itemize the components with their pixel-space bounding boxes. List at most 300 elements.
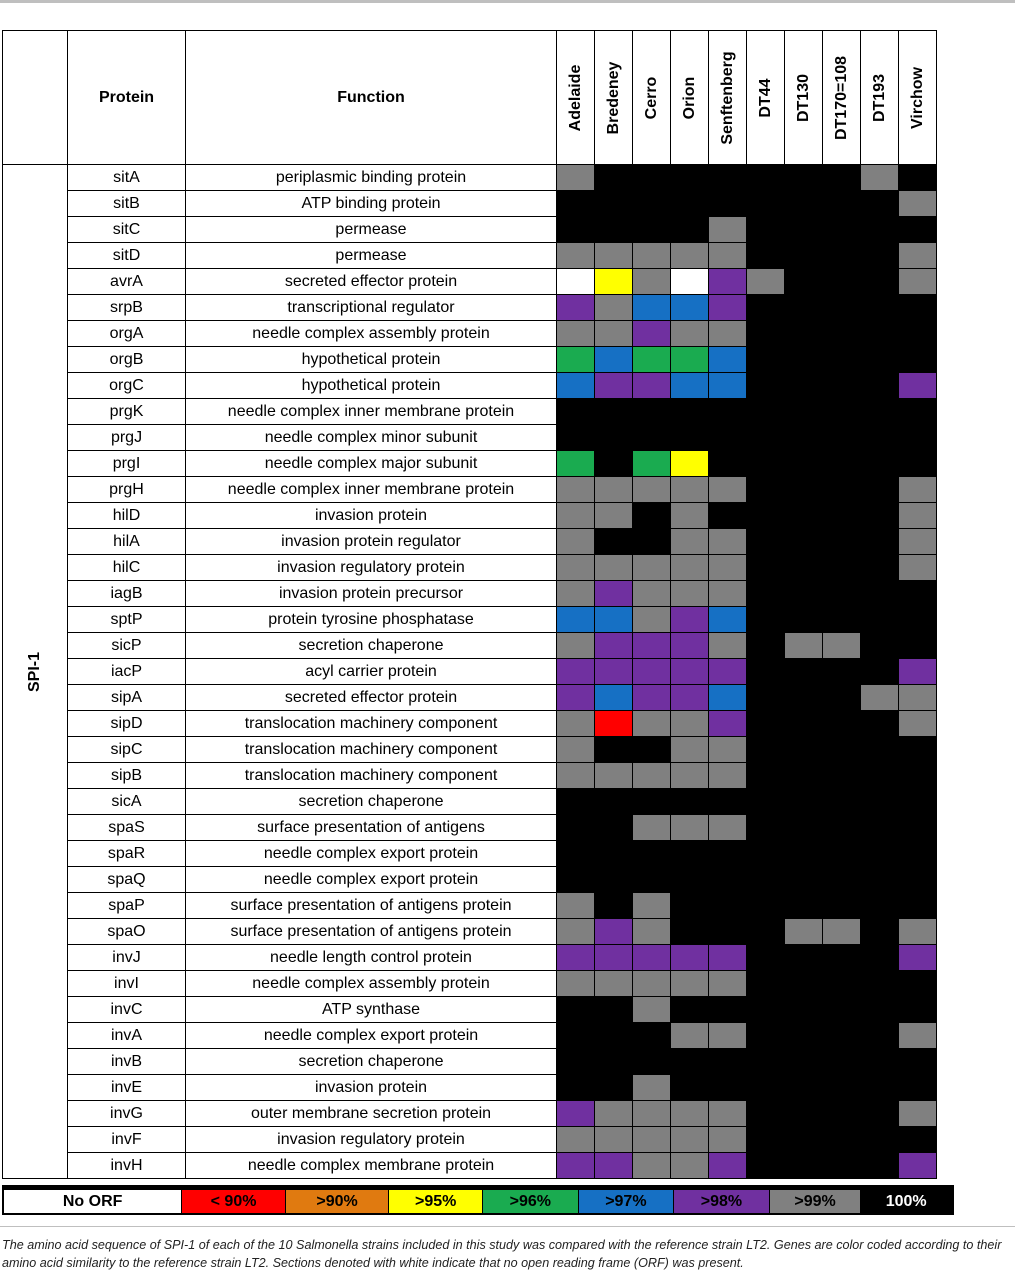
- protein-name: sicA: [68, 789, 186, 815]
- protein-function: needle complex membrane protein: [186, 1153, 557, 1179]
- similarity-cell: [785, 373, 823, 399]
- similarity-cell: [823, 1127, 861, 1153]
- similarity-cell: [785, 997, 823, 1023]
- similarity-cell: [823, 867, 861, 893]
- similarity-cell: [709, 607, 747, 633]
- similarity-cell: [633, 347, 671, 373]
- similarity-cell: [861, 1023, 899, 1049]
- similarity-cell: [671, 919, 709, 945]
- strain-header-adelaide: [557, 31, 595, 165]
- protein-name: srpB: [68, 295, 186, 321]
- similarity-cell: [785, 581, 823, 607]
- similarity-cell: [671, 217, 709, 243]
- protein-function: needle complex export protein: [186, 841, 557, 867]
- similarity-cell: [633, 425, 671, 451]
- table-row: [3, 867, 937, 893]
- similarity-cell: [823, 1075, 861, 1101]
- protein-name: sicP: [68, 633, 186, 659]
- protein-name: hilC: [68, 555, 186, 581]
- similarity-cell: [671, 477, 709, 503]
- similarity-cell: [557, 1127, 595, 1153]
- protein-column-header: Protein: [68, 31, 186, 165]
- protein-function: translocation machinery component: [186, 763, 557, 789]
- similarity-cell: [861, 893, 899, 919]
- strain-header-dt170-108: [823, 31, 861, 165]
- similarity-cell: [823, 815, 861, 841]
- similarity-cell: [823, 425, 861, 451]
- strain-header-dt193: [861, 31, 899, 165]
- similarity-cell: [899, 373, 937, 399]
- similarity-cell: [671, 945, 709, 971]
- protein-function: invasion regulatory protein: [186, 1127, 557, 1153]
- similarity-cell: [709, 1127, 747, 1153]
- similarity-cell: [557, 893, 595, 919]
- similarity-cell: [861, 945, 899, 971]
- legend-item: >95%: [388, 1190, 482, 1213]
- similarity-cell: [785, 659, 823, 685]
- strain-header-cerro: [633, 31, 671, 165]
- similarity-cell: [823, 321, 861, 347]
- similarity-cell: [899, 867, 937, 893]
- similarity-cell: [861, 789, 899, 815]
- function-column-header: Function: [186, 31, 557, 165]
- table-row: [3, 321, 937, 347]
- similarity-cell: [899, 607, 937, 633]
- similarity-cell: [557, 503, 595, 529]
- protein-function: needle length control protein: [186, 945, 557, 971]
- similarity-cell: [595, 165, 633, 191]
- similarity-cell: [747, 997, 785, 1023]
- similarity-cell: [861, 1101, 899, 1127]
- protein-name: sitA: [68, 165, 186, 191]
- similarity-cell: [633, 789, 671, 815]
- similarity-cell: [595, 841, 633, 867]
- similarity-cell: [709, 295, 747, 321]
- similarity-cell: [899, 191, 937, 217]
- similarity-cell: [709, 971, 747, 997]
- similarity-cell: [785, 815, 823, 841]
- similarity-cell: [595, 451, 633, 477]
- similarity-cell: [823, 399, 861, 425]
- similarity-cell: [785, 1075, 823, 1101]
- protein-name: invF: [68, 1127, 186, 1153]
- similarity-cell: [899, 269, 937, 295]
- similarity-cell: [823, 685, 861, 711]
- similarity-cell: [709, 321, 747, 347]
- similarity-cell: [709, 581, 747, 607]
- similarity-cell: [671, 893, 709, 919]
- similarity-cell: [823, 269, 861, 295]
- similarity-cell: [899, 633, 937, 659]
- protein-function: secretion chaperone: [186, 633, 557, 659]
- similarity-cell: [633, 477, 671, 503]
- similarity-cell: [709, 347, 747, 373]
- similarity-cell: [633, 737, 671, 763]
- similarity-cell: [709, 373, 747, 399]
- protein-name: sitB: [68, 191, 186, 217]
- similarity-cell: [671, 971, 709, 997]
- similarity-cell: [671, 295, 709, 321]
- similarity-cell: [861, 763, 899, 789]
- similarity-cell: [747, 633, 785, 659]
- similarity-cell: [633, 659, 671, 685]
- similarity-cell: [557, 451, 595, 477]
- similarity-cell: [595, 1101, 633, 1127]
- similarity-cell: [671, 841, 709, 867]
- similarity-cell: [747, 425, 785, 451]
- similarity-cell: [861, 529, 899, 555]
- similarity-cell: [823, 165, 861, 191]
- similarity-cell: [557, 295, 595, 321]
- similarity-cell: [747, 685, 785, 711]
- similarity-cell: [899, 1049, 937, 1075]
- similarity-cell: [671, 737, 709, 763]
- similarity-cell: [557, 659, 595, 685]
- similarity-cell: [671, 1023, 709, 1049]
- table-row: [3, 451, 937, 477]
- similarity-cell: [785, 191, 823, 217]
- similarity-cell: [899, 685, 937, 711]
- similarity-cell: [747, 321, 785, 347]
- similarity-cell: [861, 841, 899, 867]
- similarity-cell: [785, 1153, 823, 1179]
- strain-header-bredeney: [595, 31, 633, 165]
- legend-item: >99%: [769, 1190, 861, 1213]
- similarity-cell: [785, 763, 823, 789]
- similarity-cell: [861, 607, 899, 633]
- similarity-cell: [671, 763, 709, 789]
- protein-function: needle complex assembly protein: [186, 321, 557, 347]
- similarity-cell: [899, 295, 937, 321]
- similarity-cell: [557, 841, 595, 867]
- similarity-cell: [747, 841, 785, 867]
- similarity-cell: [747, 1023, 785, 1049]
- similarity-cell: [747, 815, 785, 841]
- similarity-cell: [671, 399, 709, 425]
- similarity-cell: [595, 555, 633, 581]
- similarity-cell: [823, 737, 861, 763]
- protein-name: prgJ: [68, 425, 186, 451]
- similarity-cell: [899, 815, 937, 841]
- similarity-cell: [823, 477, 861, 503]
- similarity-cell: [595, 685, 633, 711]
- similarity-cell: [785, 737, 823, 763]
- similarity-cell: [709, 685, 747, 711]
- similarity-cell: [747, 503, 785, 529]
- similarity-cell: [671, 1127, 709, 1153]
- strain-label: DT44: [756, 77, 774, 118]
- similarity-cell: [861, 217, 899, 243]
- similarity-cell: [557, 867, 595, 893]
- similarity-cell: [595, 217, 633, 243]
- similarity-cell: [709, 815, 747, 841]
- protein-function: permease: [186, 217, 557, 243]
- similarity-cell: [709, 633, 747, 659]
- similarity-cell: [861, 503, 899, 529]
- similarity-cell: [671, 633, 709, 659]
- similarity-cell: [899, 737, 937, 763]
- similarity-cell: [557, 685, 595, 711]
- similarity-cell: [633, 399, 671, 425]
- protein-name: invH: [68, 1153, 186, 1179]
- similarity-cell: [633, 919, 671, 945]
- protein-name: iagB: [68, 581, 186, 607]
- similarity-cell: [823, 1023, 861, 1049]
- protein-function: surface presentation of antigens protein: [186, 919, 557, 945]
- similarity-cell: [785, 399, 823, 425]
- table-row: [3, 1023, 937, 1049]
- table-row: [3, 399, 937, 425]
- table-row: [3, 711, 937, 737]
- similarity-cell: [899, 477, 937, 503]
- similarity-cell: [785, 269, 823, 295]
- similarity-cell: [823, 841, 861, 867]
- similarity-cell: [861, 373, 899, 399]
- similarity-cell: [671, 165, 709, 191]
- protein-function: needle complex export protein: [186, 867, 557, 893]
- similarity-cell: [785, 867, 823, 893]
- protein-name: hilA: [68, 529, 186, 555]
- similarity-cell: [557, 321, 595, 347]
- table-row: [3, 659, 937, 685]
- protein-name: invE: [68, 1075, 186, 1101]
- table-row: [3, 477, 937, 503]
- similarity-cell: [595, 659, 633, 685]
- similarity-cell: [709, 529, 747, 555]
- similarity-cell: [785, 477, 823, 503]
- similarity-cell: [899, 763, 937, 789]
- table-row: [3, 503, 937, 529]
- similarity-cell: [671, 1101, 709, 1127]
- strain-label: Cerro: [642, 76, 660, 119]
- similarity-cell: [861, 815, 899, 841]
- protein-name: prgH: [68, 477, 186, 503]
- similarity-cell: [709, 399, 747, 425]
- similarity-cell: [899, 503, 937, 529]
- protein-name: hilD: [68, 503, 186, 529]
- protein-function: translocation machinery component: [186, 711, 557, 737]
- similarity-cell: [671, 867, 709, 893]
- similarity-cell: [595, 1127, 633, 1153]
- similarity-cell: [557, 1101, 595, 1127]
- similarity-cell: [861, 867, 899, 893]
- protein-name: spaR: [68, 841, 186, 867]
- similarity-cell: [671, 581, 709, 607]
- similarity-cell: [861, 165, 899, 191]
- similarity-cell: [633, 1075, 671, 1101]
- similarity-cell: [823, 1049, 861, 1075]
- similarity-cell: [709, 555, 747, 581]
- similarity-cell: [823, 347, 861, 373]
- similarity-cell: [747, 399, 785, 425]
- similarity-cell: [557, 919, 595, 945]
- similarity-cell: [595, 893, 633, 919]
- similarity-cell: [633, 607, 671, 633]
- similarity-cell: [861, 685, 899, 711]
- protein-name: invI: [68, 971, 186, 997]
- protein-function: invasion protein regulator: [186, 529, 557, 555]
- similarity-cell: [899, 945, 937, 971]
- color-legend: [2, 1185, 954, 1215]
- similarity-cell: [861, 971, 899, 997]
- similarity-cell: [595, 789, 633, 815]
- similarity-cell: [709, 217, 747, 243]
- protein-function: needle complex inner membrane protein: [186, 477, 557, 503]
- protein-function: transcriptional regulator: [186, 295, 557, 321]
- similarity-cell: [709, 763, 747, 789]
- protein-name: orgB: [68, 347, 186, 373]
- similarity-cell: [747, 269, 785, 295]
- legend-item: >96%: [482, 1190, 578, 1213]
- similarity-cell: [823, 503, 861, 529]
- similarity-cell: [899, 347, 937, 373]
- similarity-cell: [709, 789, 747, 815]
- protein-function: secretion chaperone: [186, 789, 557, 815]
- similarity-cell: [823, 529, 861, 555]
- similarity-cell: [785, 1023, 823, 1049]
- table-row: [3, 581, 937, 607]
- protein-name: sptP: [68, 607, 186, 633]
- similarity-cell: [899, 321, 937, 347]
- protein-name: spaO: [68, 919, 186, 945]
- protein-function: ATP synthase: [186, 997, 557, 1023]
- similarity-cell: [709, 243, 747, 269]
- similarity-cell: [823, 971, 861, 997]
- strain-label: Senftenberg: [718, 50, 736, 145]
- similarity-cell: [709, 1023, 747, 1049]
- table-row: [3, 529, 937, 555]
- similarity-cell: [785, 503, 823, 529]
- similarity-cell: [747, 1127, 785, 1153]
- similarity-cell: [747, 607, 785, 633]
- similarity-cell: [823, 295, 861, 321]
- similarity-cell: [557, 217, 595, 243]
- similarity-cell: [747, 477, 785, 503]
- similarity-cell: [747, 893, 785, 919]
- similarity-cell: [823, 633, 861, 659]
- similarity-cell: [785, 945, 823, 971]
- protein-function: surface presentation of antigens: [186, 815, 557, 841]
- similarity-cell: [709, 659, 747, 685]
- similarity-cell: [861, 555, 899, 581]
- similarity-cell: [785, 607, 823, 633]
- similarity-cell: [899, 659, 937, 685]
- protein-function: needle complex assembly protein: [186, 971, 557, 997]
- similarity-cell: [861, 451, 899, 477]
- similarity-cell: [557, 477, 595, 503]
- similarity-cell: [633, 1049, 671, 1075]
- similarity-cell: [861, 399, 899, 425]
- similarity-cell: [557, 191, 595, 217]
- similarity-cell: [785, 841, 823, 867]
- similarity-cell: [633, 529, 671, 555]
- similarity-cell: [823, 217, 861, 243]
- similarity-cell: [633, 711, 671, 737]
- table-row: [3, 841, 937, 867]
- similarity-cell: [709, 191, 747, 217]
- similarity-cell: [557, 1023, 595, 1049]
- similarity-cell: [671, 607, 709, 633]
- similarity-cell: [709, 945, 747, 971]
- similarity-cell: [671, 815, 709, 841]
- similarity-cell: [595, 919, 633, 945]
- strain-label: DT170=108: [832, 55, 850, 140]
- protein-function: needle complex major subunit: [186, 451, 557, 477]
- similarity-cell: [557, 633, 595, 659]
- similarity-cell: [785, 217, 823, 243]
- table-row: [3, 685, 937, 711]
- similarity-cell: [899, 243, 937, 269]
- similarity-cell: [709, 919, 747, 945]
- similarity-cell: [595, 529, 633, 555]
- similarity-cell: [557, 1153, 595, 1179]
- protein-name: orgC: [68, 373, 186, 399]
- similarity-cell: [861, 347, 899, 373]
- similarity-cell: [633, 945, 671, 971]
- similarity-cell: [823, 893, 861, 919]
- protein-function: needle complex minor subunit: [186, 425, 557, 451]
- similarity-cell: [785, 919, 823, 945]
- similarity-cell: [747, 867, 785, 893]
- similarity-cell: [709, 1075, 747, 1101]
- similarity-cell: [709, 1049, 747, 1075]
- similarity-cell: [899, 1023, 937, 1049]
- similarity-cell: [595, 581, 633, 607]
- similarity-cell: [899, 555, 937, 581]
- similarity-cell: [595, 425, 633, 451]
- table-row: [3, 1127, 937, 1153]
- similarity-cell: [823, 555, 861, 581]
- similarity-cell: [899, 425, 937, 451]
- protein-name: sipC: [68, 737, 186, 763]
- protein-name: invC: [68, 997, 186, 1023]
- similarity-cell: [747, 1101, 785, 1127]
- similarity-cell: [899, 529, 937, 555]
- table-row: [3, 295, 937, 321]
- similarity-cell: [709, 997, 747, 1023]
- similarity-cell: [709, 269, 747, 295]
- similarity-cell: [899, 1127, 937, 1153]
- similarity-cell: [899, 1075, 937, 1101]
- similarity-cell: [861, 1127, 899, 1153]
- similarity-cell: [671, 347, 709, 373]
- similarity-cell: [671, 711, 709, 737]
- similarity-cell: [861, 269, 899, 295]
- similarity-cell: [747, 581, 785, 607]
- similarity-cell: [747, 945, 785, 971]
- table-row: [3, 165, 937, 191]
- protein-function: acyl carrier protein: [186, 659, 557, 685]
- similarity-cell: [823, 373, 861, 399]
- spi1-similarity-table: [2, 30, 937, 1179]
- similarity-cell: [595, 997, 633, 1023]
- similarity-cell: [747, 555, 785, 581]
- similarity-cell: [633, 503, 671, 529]
- similarity-cell: [823, 451, 861, 477]
- table-row: [3, 1153, 937, 1179]
- similarity-cell: [823, 919, 861, 945]
- similarity-cell: [671, 1049, 709, 1075]
- legend-item: No ORF: [4, 1190, 181, 1213]
- protein-name: sipB: [68, 763, 186, 789]
- strain-header-virchow: [899, 31, 937, 165]
- table-row: [3, 945, 937, 971]
- group-header-blank: [3, 31, 68, 165]
- similarity-cell: [633, 633, 671, 659]
- similarity-cell: [899, 789, 937, 815]
- similarity-cell: [557, 555, 595, 581]
- protein-name: avrA: [68, 269, 186, 295]
